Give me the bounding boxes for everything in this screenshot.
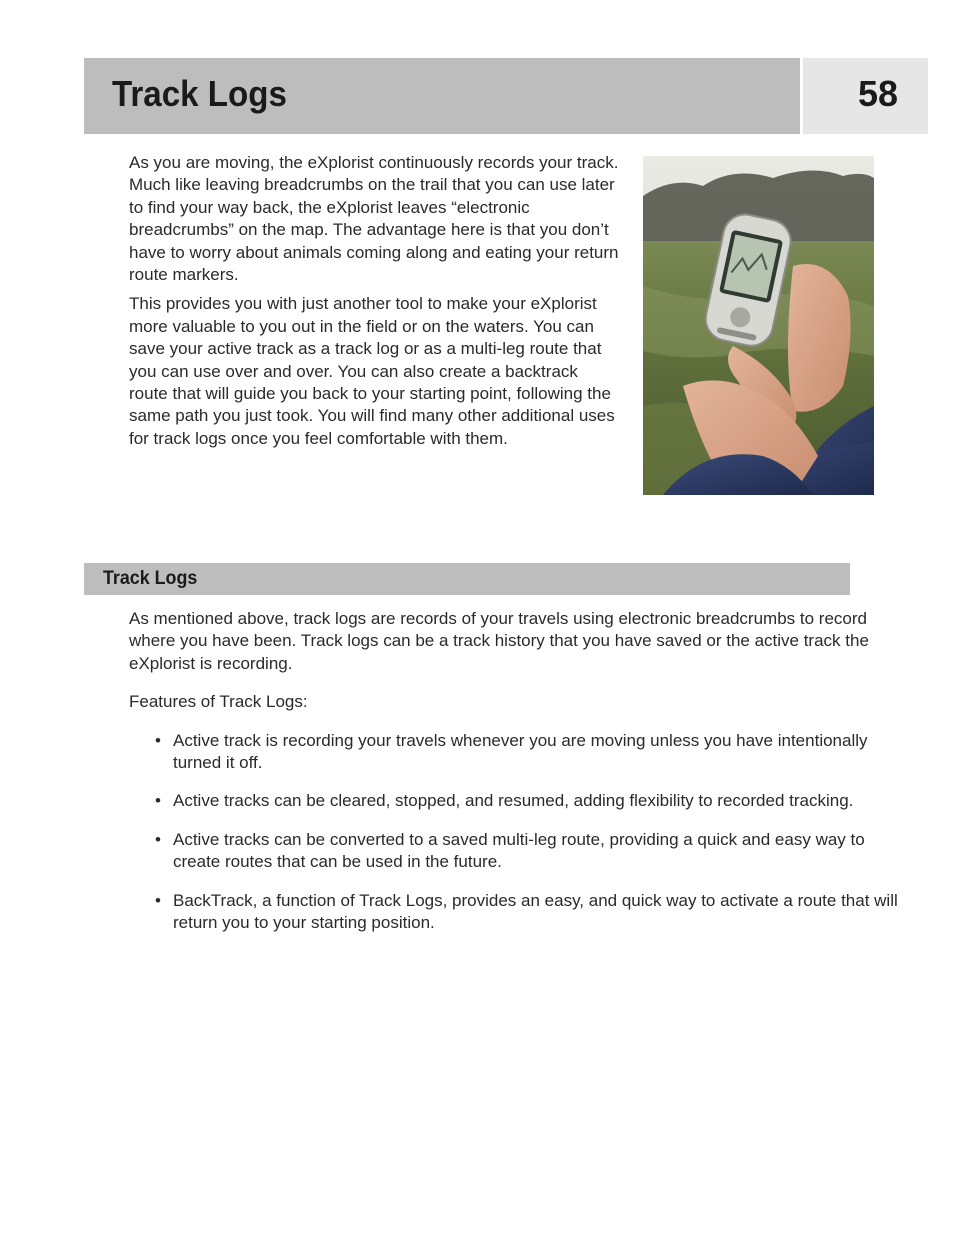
- section-header-bar: [84, 563, 850, 595]
- bullet-icon: •: [155, 829, 161, 849]
- features-label: Features of Track Logs:: [129, 692, 308, 712]
- page-number-box: [803, 58, 928, 134]
- page-number: 58: [857, 73, 898, 114]
- intro-paragraph: As you are moving, the eXplorist continuously records your track. Much like leaving breadcrumbs on the trail that you can use later to find your way back, the eXplorist leaves “electronic breadcrumbs” on the map. The advantage here is that you don’t have to worry about animals coming along and eating your return route markers.: [129, 153, 619, 285]
- bullet-icon: •: [155, 791, 161, 811]
- bullet-icon: •: [155, 890, 161, 910]
- list-item-text: Active tracks can be converted to a saved multi-leg route, providing a quick and easy way to create routes that can be used in the future.: [173, 829, 865, 872]
- handheld-gps-photo: [643, 156, 874, 495]
- intro-text: [129, 152, 621, 457]
- list-item: [129, 890, 913, 935]
- page-title: Track Logs: [112, 73, 287, 114]
- section-body: [129, 608, 898, 950]
- page-header-bar: [84, 58, 800, 134]
- bullet-icon: •: [155, 730, 161, 750]
- list-item: [129, 730, 913, 775]
- list-item-text: BackTrack, a function of Track Logs, provides an easy, and quick way to activate a route that will return you to your starting position.: [173, 890, 898, 933]
- list-item-text: Active track is recording your travels whenever you are moving unless you have intentionally turned it off.: [173, 730, 868, 773]
- gps-photo-illustration: [643, 156, 874, 495]
- list-item: [129, 829, 913, 874]
- intro-paragraph: This provides you with just another tool to make your eXplorist more valuable to you out in the field or on the waters. You can save your active track as a track log or as a multi-leg route that you can use over and over. You can also create a backtrack route that will guide you back to your starting point, following the same path you just took. You will find many other additional uses for track logs once you feel comfortable with them.: [129, 294, 615, 448]
- section-paragraph: As mentioned above, track logs are records of your travels using electronic breadcrumbs to record where you have been. Track logs can be a track history that you have saved or the active track the eXplorist is recording.: [129, 609, 869, 673]
- list-item-text: Active tracks can be cleared, stopped, and resumed, adding flexibility to recorded tracking.: [173, 791, 854, 811]
- list-item: [129, 790, 913, 812]
- section-title: Track Logs: [103, 568, 198, 589]
- features-list: [129, 730, 898, 935]
